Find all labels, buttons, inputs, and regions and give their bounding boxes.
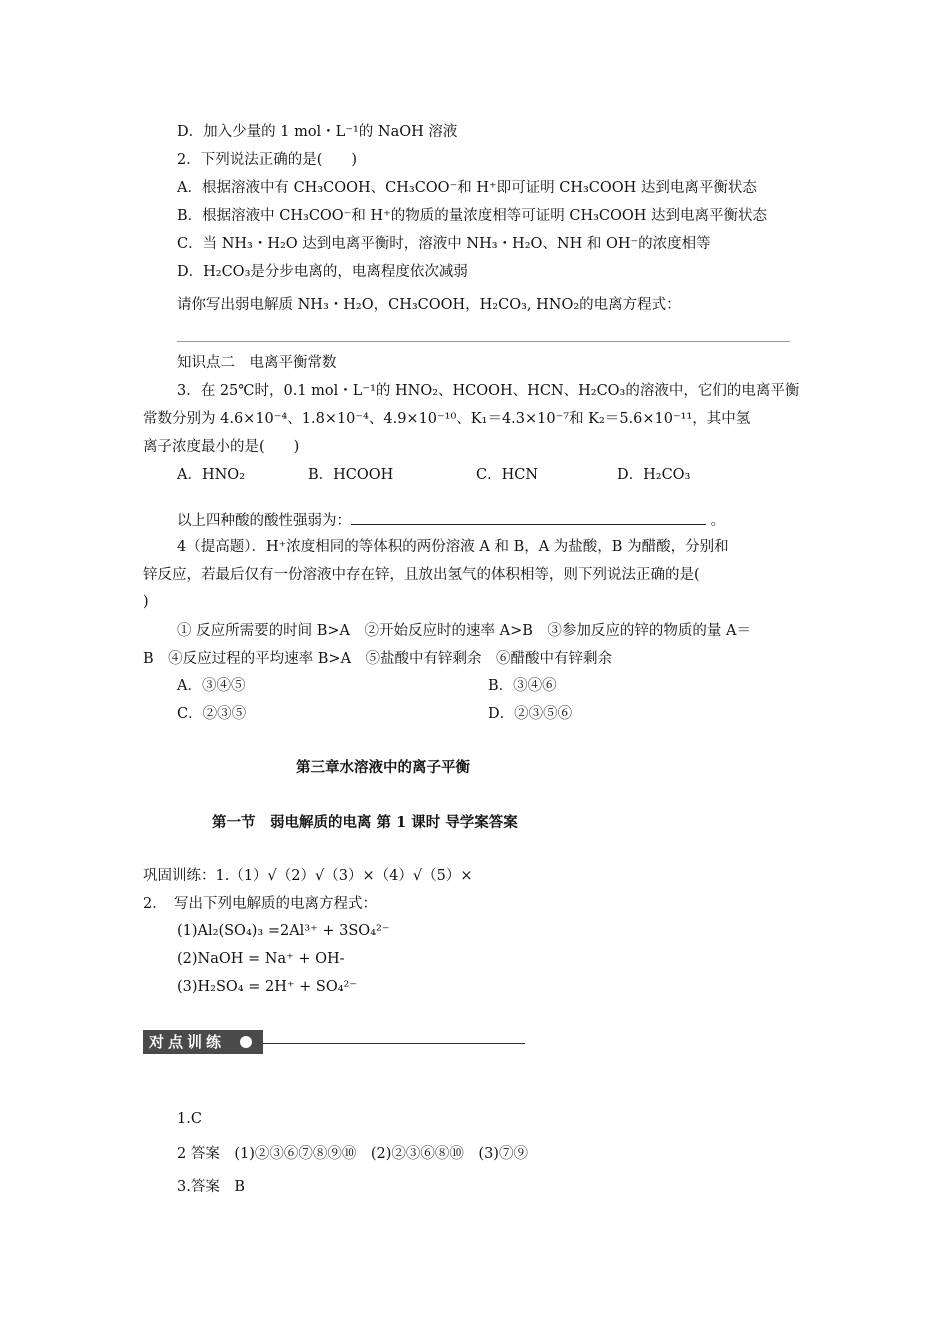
q3-order-blank[interactable] (351, 510, 706, 525)
q3-option-b: B．HCOOH (308, 467, 394, 483)
q2-option-c: C．当 NH₃・H₂O 达到电离平衡时，溶液中 NH₃・H₂O、NH 和 OH⁻的浓度相等 (177, 236, 711, 252)
equation-2: (2)NaOH = Na⁺ + OH- (177, 951, 345, 967)
q2-option-b: B．根据溶液中 CH₃COO⁻和 H⁺的物质的量浓度相等可证明 CH₃COOH 达到电离平衡状态 (177, 208, 768, 224)
q4-option-c: C．②③⑤ (177, 706, 247, 722)
practice-banner: 对点训练 (143, 1030, 263, 1054)
q3-option-a: A．HNO₂ (177, 467, 246, 483)
q3-order-prompt: 以上四种酸的酸性强弱为： (177, 513, 351, 529)
answer-2: 2 答案 (1)②③⑥⑦⑧⑨⑩ (2)②③⑥⑧⑩ (3)⑦⑨ (177, 1146, 528, 1162)
q3-line2: 常数分别为 4.6×10⁻⁴、1.8×10⁻⁴、4.9×10⁻¹⁰、K₁＝4.3×10⁻⁷和 K₂＝5.6×10⁻¹¹，其中氢 (143, 411, 751, 427)
chapter-title: 第三章水溶液中的离子平衡 (296, 759, 470, 776)
equation-prompt: 请你写出弱电解质 NH₃・H₂O，CH₃COOH，H₂CO₃, HNO₂的电离方程式： (177, 297, 681, 313)
q2-option-d: D．H₂CO₃是分步电离的，电离程度依次减弱 (177, 264, 468, 280)
q3-order-end: 。 (710, 513, 726, 529)
q3-option-c: C．HCN (476, 467, 539, 483)
answer-3: 3.答案 B (177, 1179, 245, 1195)
q4-line3: ) (143, 594, 149, 610)
equation-1: (1)Al₂(SO₄)₃ =2Al³⁺ + 3SO₄²⁻ (177, 923, 390, 939)
q4-line5: B ④反应过程的平均速率 B>A ⑤盐酸中有锌剩余 ⑥醋酸中有锌剩余 (143, 651, 613, 667)
banner-divider (263, 1043, 525, 1044)
q1-option-d: D．加入少量的 1 mol・L⁻¹的 NaOH 溶液 (177, 124, 458, 140)
answer-1: 1.C (177, 1111, 202, 1127)
answer-rule (177, 341, 790, 342)
q3-line3: 离子浓度最小的是( ) (143, 439, 300, 455)
q4-line2: 锌反应，若最后仅有一份溶液中存在锌，且放出氢气的体积相等，则下列说法正确的是( (143, 567, 700, 583)
banner-dot-icon (240, 1036, 252, 1048)
q3-line1: 3．在 25℃时，0.1 mol・L⁻¹的 HNO₂、HCOOH、HCN、H₂CO₃的溶液中，它们的电离平衡 (177, 383, 800, 399)
q3-option-d: D．H₂CO₃ (617, 467, 691, 483)
consolidate-answers: 巩固训练：1.（1）√（2）√（3）×（4）√（5）× (143, 868, 473, 884)
knowledge-point-2: 知识点二 电离平衡常数 (177, 355, 337, 371)
q2-stem: 2．下列说法正确的是( ) (177, 152, 358, 168)
write-equations-prompt: 2． 写出下列电解质的电离方程式： (143, 896, 377, 912)
q3-order-line (177, 510, 725, 531)
q4-option-d: D．②③⑤⑥ (488, 706, 573, 722)
equation-3: (3)H₂SO₄ = 2H⁺ + SO₄²⁻ (177, 979, 357, 995)
q4-line4: ① 反应所需要的时间 B>A ②开始反应时的速率 A>B ③参加反应的锌的物质的量 A＝ (177, 623, 751, 639)
q4-line1: 4（提高题）．H⁺浓度相同的等体积的两份溶液 A 和 B，A 为盐酸，B 为醋酸，分别和 (177, 539, 729, 555)
q2-option-a: A．根据溶液中有 CH₃COOH、CH₃COO⁻和 H⁺即可证明 CH₃COOH 达到电离平衡状态 (177, 180, 757, 196)
q4-option-a: A．③④⑤ (177, 678, 246, 694)
q4-option-b: B．③④⑥ (488, 678, 557, 694)
section-title: 第一节 弱电解质的电离 第 1 课时 导学案答案 (212, 814, 518, 831)
